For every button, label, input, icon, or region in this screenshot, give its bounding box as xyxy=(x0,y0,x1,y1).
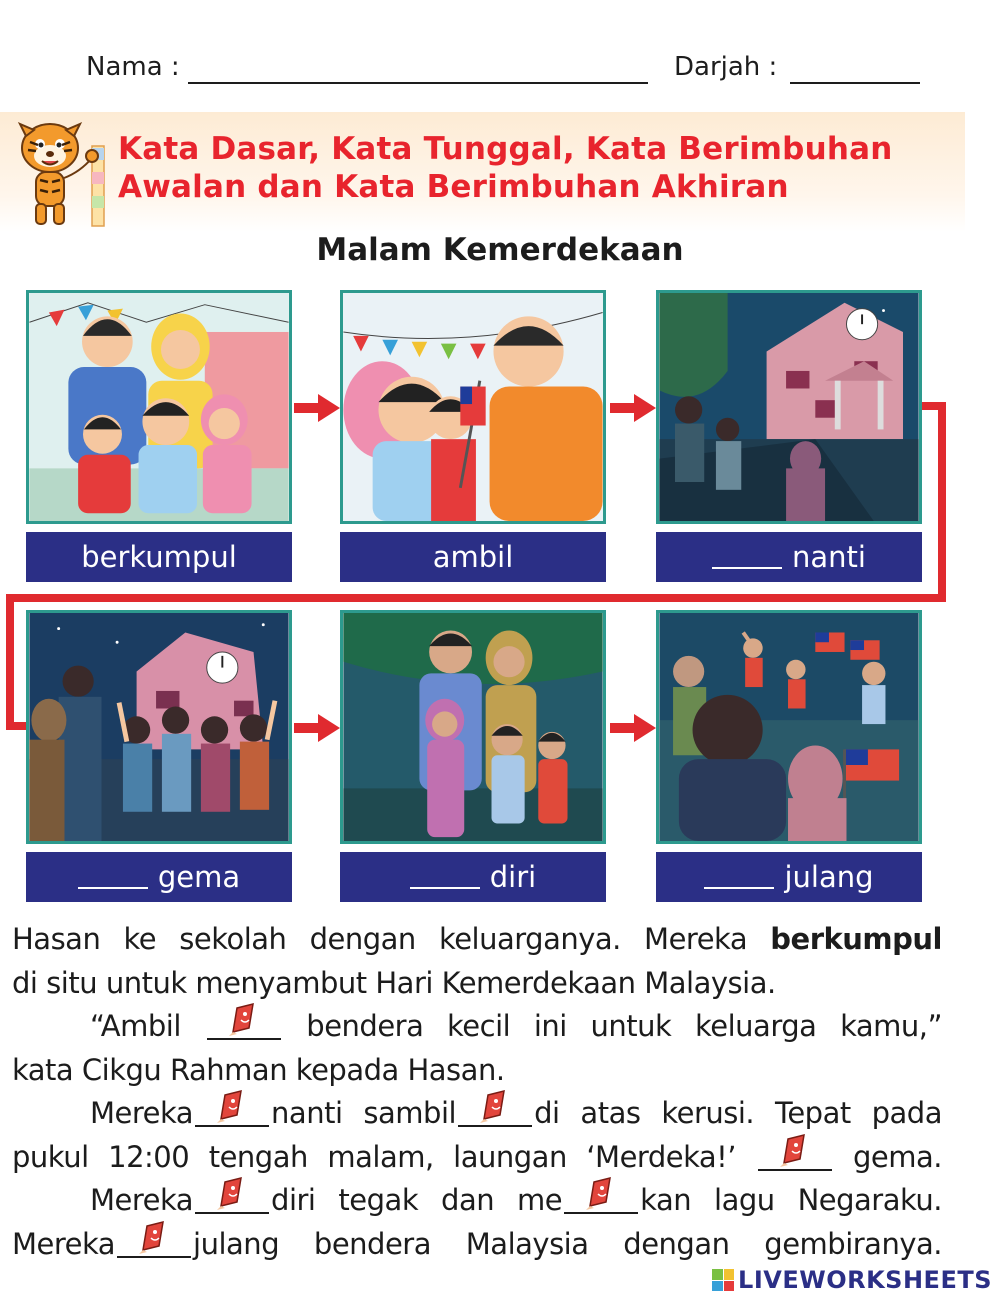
text: di situ untuk menyambut Hari Kemerdekaan Malaysia. xyxy=(12,965,776,1000)
answer-blank[interactable] xyxy=(758,1141,832,1171)
answer-blank[interactable] xyxy=(458,1097,532,1127)
brand-logo-icon xyxy=(712,1269,734,1291)
pencil-icon xyxy=(580,1172,620,1212)
title-line-1: Kata Dasar, Kata Tunggal, Kata Berimbuhan xyxy=(118,131,893,167)
pencil-icon xyxy=(223,998,263,1038)
connector-line xyxy=(6,594,14,730)
text: Mereka xyxy=(90,1183,194,1217)
prefix-blank[interactable] xyxy=(704,865,774,889)
answer-blank[interactable] xyxy=(195,1184,269,1214)
pencil-icon xyxy=(774,1129,814,1169)
liveworksheets-brand xyxy=(712,1266,992,1294)
text: kata Cikgu Rahman kepada Hasan. xyxy=(12,1052,505,1087)
word-box-1 xyxy=(26,532,292,582)
connector-line xyxy=(6,594,946,602)
paragraph-line xyxy=(12,918,942,962)
connector-line xyxy=(938,402,946,600)
connector-line xyxy=(6,722,26,730)
text: Hasan ke sekolah dengan keluarganya. Mereka xyxy=(12,922,771,956)
text: diri tegak dan me xyxy=(271,1183,563,1217)
arrow-right-icon xyxy=(294,714,340,742)
panel-shout-merdeka xyxy=(26,610,292,844)
paragraph-line xyxy=(12,962,942,1006)
class-field[interactable] xyxy=(790,82,920,84)
word-box-6 xyxy=(656,852,922,902)
word-box-5 xyxy=(340,852,606,902)
word-label: nanti xyxy=(792,540,866,574)
panel-stand-up xyxy=(340,610,606,844)
text: nanti sambil xyxy=(271,1096,457,1130)
text: di atas kerusi. Tepat pada xyxy=(534,1096,942,1130)
answer-blank[interactable] xyxy=(117,1228,191,1258)
pencil-icon xyxy=(474,1085,514,1125)
text: Mereka xyxy=(90,1096,194,1130)
title-line-2: Awalan dan Kata Berimbuhan Akhiran xyxy=(118,169,789,205)
text: pukul 12:00 tengah malam, laungan ‘Merdeka!’ xyxy=(12,1139,736,1174)
name-label: Nama : xyxy=(86,52,180,82)
panel-take-flag xyxy=(340,290,606,524)
word-box-2 xyxy=(340,532,606,582)
answer-blank[interactable] xyxy=(195,1097,269,1127)
answer-blank[interactable] xyxy=(564,1184,638,1214)
arrow-right-icon xyxy=(610,714,656,742)
word-label: berkumpul xyxy=(81,540,237,574)
pencil-icon xyxy=(211,1085,251,1125)
text: bendera kecil ini untuk keluarga kamu,” xyxy=(306,1009,943,1043)
class-label: Darjah : xyxy=(674,52,778,82)
word-label: gema xyxy=(157,860,241,894)
text: Mereka xyxy=(12,1226,116,1261)
word-label: julang xyxy=(784,860,874,894)
word-label: ambil xyxy=(432,540,514,574)
bold-word: berkumpul xyxy=(770,922,942,956)
story-title: Malam Kemerdekaan xyxy=(316,232,684,268)
brand-text: LIVEWORKSHEETS xyxy=(738,1266,992,1294)
paragraph-line xyxy=(12,1005,942,1049)
paragraph-line xyxy=(12,1223,942,1267)
prefix-blank[interactable] xyxy=(78,865,148,889)
text: gema. xyxy=(853,1139,943,1174)
name-field[interactable] xyxy=(188,82,648,84)
word-box-3 xyxy=(656,532,922,582)
word-box-4 xyxy=(26,852,292,902)
pencil-icon xyxy=(211,1172,251,1212)
text: julang bendera Malaysia dengan gembiranya. xyxy=(193,1226,942,1261)
prefix-blank[interactable] xyxy=(410,865,480,889)
story-paragraph xyxy=(12,918,942,1266)
text: “Ambil xyxy=(90,1009,181,1043)
arrow-right-icon xyxy=(610,394,656,422)
paragraph-line xyxy=(12,1136,942,1180)
panel-family-gather xyxy=(26,290,292,524)
answer-blank[interactable] xyxy=(207,1010,281,1040)
text: kan lagu Negaraku. xyxy=(640,1183,942,1217)
arrow-right-icon xyxy=(294,394,340,422)
panel-raise-flag xyxy=(656,610,922,844)
pencil-icon xyxy=(133,1216,173,1256)
tiger-mascot-icon xyxy=(10,114,110,230)
panel-school-night xyxy=(656,290,922,524)
word-label: diri xyxy=(489,860,537,894)
worksheet-title xyxy=(118,130,958,206)
prefix-blank[interactable] xyxy=(712,545,782,569)
